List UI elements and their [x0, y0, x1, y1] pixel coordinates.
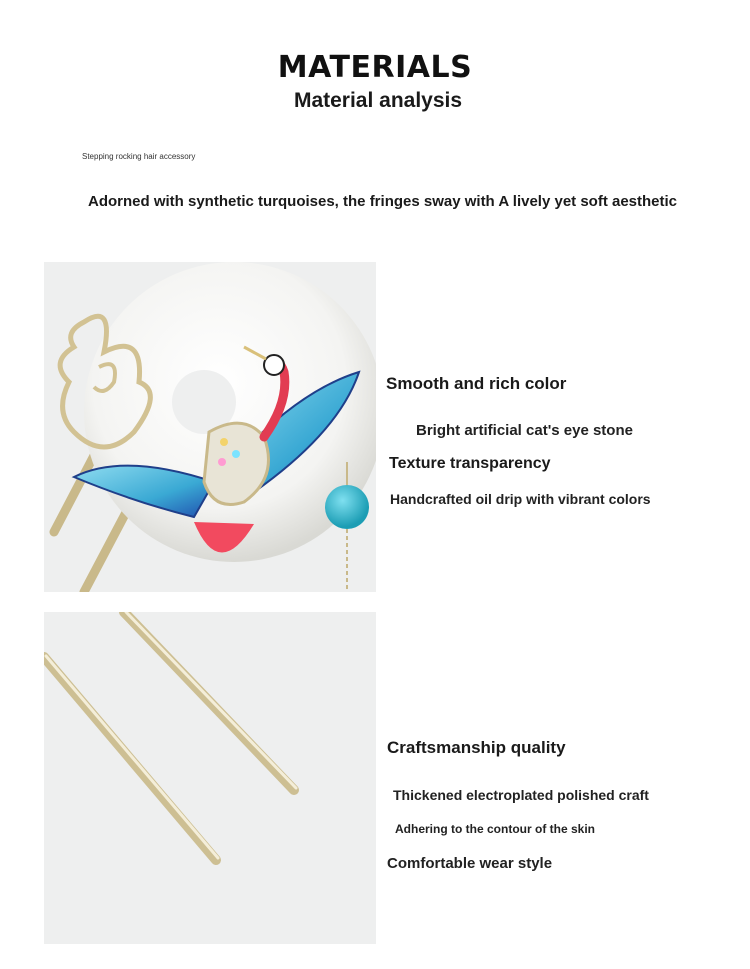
- section1-line-1: Bright artificial cat's eye stone: [416, 422, 633, 439]
- hairpin-illustration: [44, 262, 376, 592]
- intro-text: Adorned with synthetic turquoises, the fringes sway with A lively yet soft aesthetic: [88, 193, 678, 210]
- pins-illustration: [44, 612, 376, 944]
- section1-line-2: Texture transparency: [389, 455, 551, 472]
- section2-heading: Craftsmanship quality: [387, 738, 566, 757]
- section1-line-3: Handcrafted oil drip with vibrant colors: [390, 491, 651, 507]
- page-subtitle: Material analysis: [293, 89, 463, 112]
- section2-line-1: Thickened electroplated polished craft: [393, 787, 649, 803]
- hairpin-pins-image: [44, 612, 376, 944]
- page-title: MATERIALS: [277, 50, 473, 85]
- section2-line-3: Comfortable wear style: [387, 855, 553, 872]
- section2-line-2: Adhering to the contour of the skin: [395, 822, 595, 836]
- product-tag: Stepping rocking hair accessory: [82, 152, 196, 161]
- section1-heading: Smooth and rich color: [386, 374, 567, 393]
- hairpin-closeup-image: [44, 262, 376, 592]
